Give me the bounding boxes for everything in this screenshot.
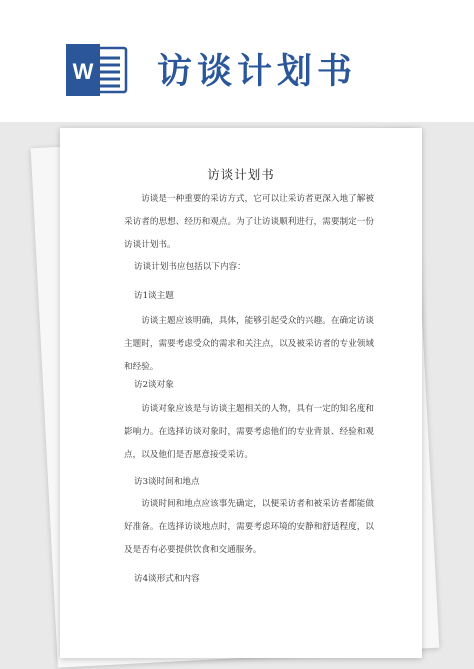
section-heading-4: 访4谈形式和内容 [134, 574, 200, 584]
section-heading-3: 访3谈时间和地点 [134, 477, 200, 487]
section-body-1: 访谈主题应该明确，具体，能够引起受众的兴趣。在确定访谈主题时，需要考虑受众的需求和关注点，以及被采访者的专业领域和经验。 [124, 316, 374, 372]
word-icon-letter: W [72, 59, 94, 84]
section-body-3: 访谈时间和地点应该事先确定，以便采访者和被采访者都能做好准备。在选择访谈地点时，需要考虑环境的安静和舒适程度，以及是否有必要提供饮食和交通服务。 [124, 499, 374, 555]
word-icon [64, 44, 128, 96]
section-body-2: 访谈对象应该是与访谈主题相关的人物，具有一定的知名度和影响力。在选择访谈对象时，需要考虑他们的专业背景、经验和观点，以及他们是否愿意接受采访。 [124, 404, 374, 460]
includes-line: 访谈计划书应包括以下内容： [134, 262, 246, 272]
document-page [60, 128, 422, 658]
document-title: 访谈计划书 [207, 167, 275, 182]
intro-paragraph: 访谈是一种重要的采访方式，它可以让采访者更深入地了解被采访者的思想、经历和观点。为了让访谈顺利进行，需要制定一份访谈计划书。 [124, 194, 374, 250]
section-heading-1: 访1谈主题 [134, 291, 174, 301]
section-heading-2: 访2谈对象 [134, 380, 174, 390]
header-title: 访谈计划书 [157, 52, 358, 92]
header [0, 0, 474, 122]
